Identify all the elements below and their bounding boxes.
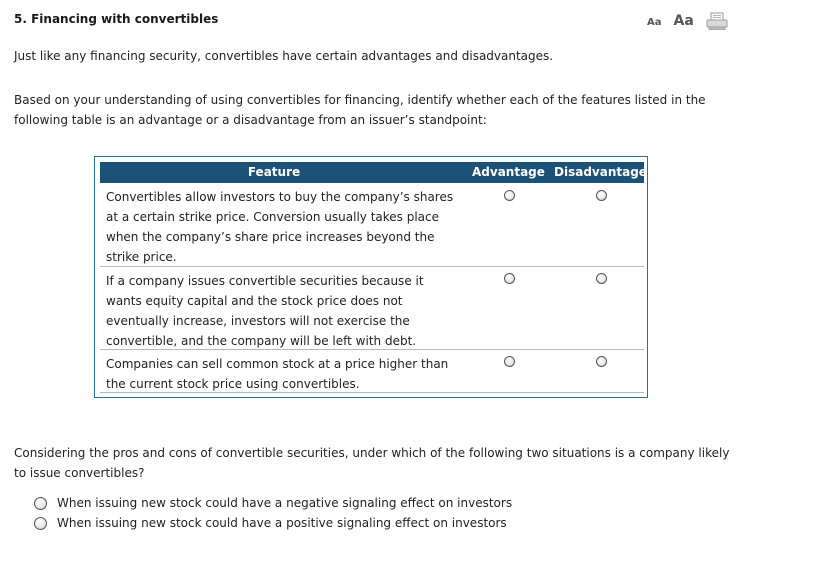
instruction-text: Based on your understanding of using convertibles for financing, identify whether each of the features listed in the following table is an advantage or a disadvantage from an issuer’s standpoint:: [14, 93, 706, 127]
table-header: [100, 162, 647, 183]
option-1-radio[interactable]: [34, 497, 47, 510]
followup-question: Considering the pros and cons of convertible securities, under which of the following two situations is a company likely to issue convertibles?: [14, 446, 730, 480]
header-disadvantage: Disadvantage: [554, 165, 647, 179]
question-title: 5. Financing with convertibles: [14, 12, 219, 26]
option-negative-signaling[interactable]: [34, 494, 512, 512]
features-table: [94, 156, 648, 398]
feature-text: Convertibles allow investors to buy the company’s shares at a certain strike price. Conversion usually takes place when the company’s share price increases beyond the strike price.: [106, 190, 454, 264]
option-2-radio[interactable]: [34, 517, 47, 530]
row-3-advantage-radio[interactable]: [504, 356, 515, 367]
toolbar: [647, 10, 728, 32]
header-feature: Feature: [247, 165, 301, 179]
option-label: When issuing new stock could have a negative signaling effect on investors: [57, 496, 513, 510]
intro-text: Just like any financing security, convertibles have certain advantages and disadvantages.: [14, 49, 554, 63]
row-1-advantage-radio[interactable]: [504, 190, 515, 201]
increase-font-button[interactable]: Aa: [673, 13, 694, 29]
decrease-font-button[interactable]: Aa: [647, 17, 662, 28]
header-advantage: Advantage: [472, 165, 545, 179]
option-positive-signaling[interactable]: [34, 514, 507, 532]
row-1-disadvantage-radio[interactable]: [596, 190, 607, 201]
table-row: [100, 267, 644, 350]
row-3-disadvantage-radio[interactable]: [596, 356, 607, 367]
printer-icon[interactable]: [706, 12, 728, 30]
table-row: [100, 183, 644, 267]
row-2-disadvantage-radio[interactable]: [596, 273, 607, 284]
feature-text: If a company issues convertible securities because it wants equity capital and the stock price does not eventually increase, investors will not exercise the convertible, and the company will be left with debt.: [106, 274, 424, 348]
feature-text: Companies can sell common stock at a price higher than the current stock price using convertibles.: [106, 357, 449, 391]
option-label: When issuing new stock could have a positive signaling effect on investors: [57, 516, 507, 530]
table-row: [100, 350, 644, 393]
row-2-advantage-radio[interactable]: [504, 273, 515, 284]
